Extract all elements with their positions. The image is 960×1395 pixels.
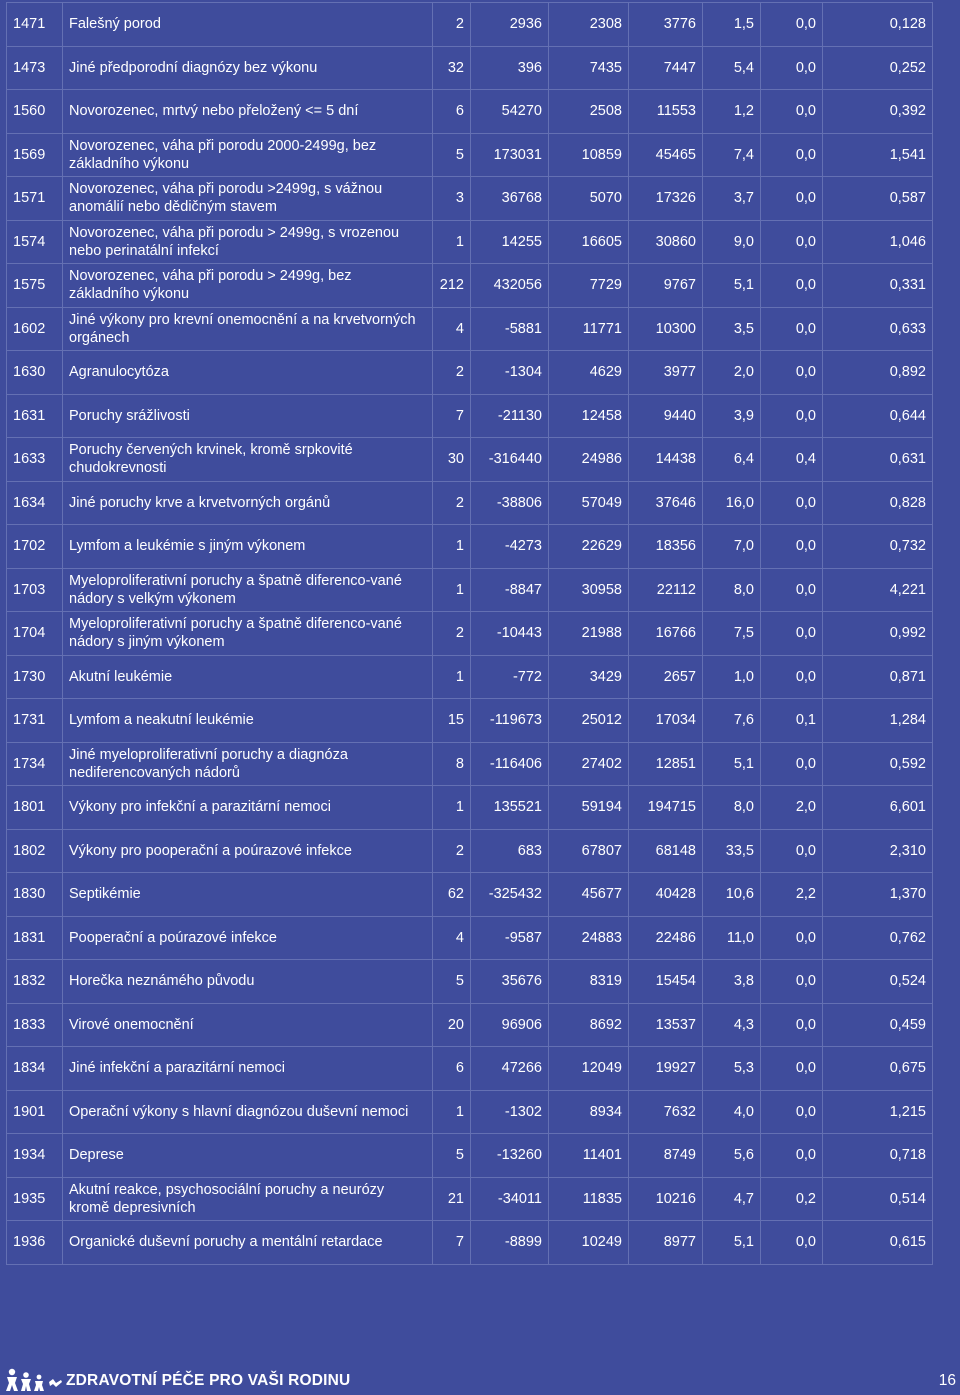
value-v6: 0,0 <box>761 133 823 177</box>
value-v6: 0,0 <box>761 307 823 351</box>
drg-code: 1633 <box>7 438 63 482</box>
value-v3: 27402 <box>549 742 629 786</box>
drg-name: Výkony pro infekční a parazitární nemoci <box>63 786 433 830</box>
value-v5: 1,2 <box>703 90 761 134</box>
value-v1: 62 <box>433 873 471 917</box>
value-v5: 33,5 <box>703 829 761 873</box>
value-v2: 683 <box>471 829 549 873</box>
table-row <box>7 351 933 395</box>
value-v4: 13537 <box>629 1003 703 1047</box>
value-v7: 0,592 <box>823 742 933 786</box>
value-v6: 0,0 <box>761 655 823 699</box>
value-v6: 0,0 <box>761 742 823 786</box>
value-v7: 0,762 <box>823 916 933 960</box>
table-row <box>7 1090 933 1134</box>
value-v7: 4,221 <box>823 568 933 612</box>
value-v2: -1304 <box>471 351 549 395</box>
value-v1: 15 <box>433 699 471 743</box>
value-v1: 21 <box>433 1177 471 1221</box>
value-v7: 0,524 <box>823 960 933 1004</box>
value-v6: 0,0 <box>761 481 823 525</box>
value-v6: 0,0 <box>761 220 823 264</box>
value-v7: 0,633 <box>823 307 933 351</box>
value-v7: 0,392 <box>823 90 933 134</box>
drg-name: Septikémie <box>63 873 433 917</box>
value-v3: 5070 <box>549 177 629 221</box>
table-row <box>7 786 933 830</box>
value-v1: 1 <box>433 220 471 264</box>
drg-code: 1602 <box>7 307 63 351</box>
value-v3: 7729 <box>549 264 629 308</box>
table-row <box>7 829 933 873</box>
value-v1: 2 <box>433 481 471 525</box>
value-v5: 2,0 <box>703 351 761 395</box>
table-row <box>7 1134 933 1178</box>
value-v6: 0,0 <box>761 394 823 438</box>
value-v6: 0,0 <box>761 960 823 1004</box>
value-v2: -8847 <box>471 568 549 612</box>
value-v3: 10249 <box>549 1221 629 1265</box>
drg-code: 1569 <box>7 133 63 177</box>
value-v7: 0,587 <box>823 177 933 221</box>
value-v4: 7447 <box>629 46 703 90</box>
value-v3: 24883 <box>549 916 629 960</box>
value-v1: 3 <box>433 177 471 221</box>
value-v4: 19927 <box>629 1047 703 1091</box>
value-v3: 8692 <box>549 1003 629 1047</box>
value-v6: 0,0 <box>761 829 823 873</box>
value-v7: 1,046 <box>823 220 933 264</box>
value-v2: -325432 <box>471 873 549 917</box>
drg-name: Novorozenec, váha při porodu > 2499g, s vrozenou nebo perinatální infekcí <box>63 220 433 264</box>
value-v2: -1302 <box>471 1090 549 1134</box>
value-v6: 0,0 <box>761 3 823 47</box>
value-v3: 11401 <box>549 1134 629 1178</box>
value-v6: 0,0 <box>761 1090 823 1134</box>
value-v1: 7 <box>433 394 471 438</box>
value-v6: 0,0 <box>761 525 823 569</box>
value-v6: 0,0 <box>761 1003 823 1047</box>
value-v1: 8 <box>433 742 471 786</box>
value-v2: -8899 <box>471 1221 549 1265</box>
value-v1: 2 <box>433 829 471 873</box>
value-v7: 0,828 <box>823 481 933 525</box>
table-row <box>7 568 933 612</box>
value-v5: 7,4 <box>703 133 761 177</box>
value-v3: 59194 <box>549 786 629 830</box>
table-row <box>7 960 933 1004</box>
value-v7: 0,871 <box>823 655 933 699</box>
value-v6: 0,0 <box>761 46 823 90</box>
drg-name: Výkony pro pooperační a poúrazové infekce <box>63 829 433 873</box>
table-row <box>7 177 933 221</box>
value-v1: 1 <box>433 1090 471 1134</box>
value-v2: -34011 <box>471 1177 549 1221</box>
table-row <box>7 525 933 569</box>
drg-name: Organické duševní poruchy a mentální retardace <box>63 1221 433 1265</box>
value-v2: -316440 <box>471 438 549 482</box>
table-row <box>7 699 933 743</box>
drg-name: Novorozenec, váha při porodu > 2499g, bez základního výkonu <box>63 264 433 308</box>
value-v5: 3,5 <box>703 307 761 351</box>
value-v4: 40428 <box>629 873 703 917</box>
value-v4: 22486 <box>629 916 703 960</box>
drg-name: Myeloproliferativní poruchy a špatně diferenco-vané nádory s jiným výkonem <box>63 612 433 656</box>
value-v1: 5 <box>433 960 471 1004</box>
value-v4: 194715 <box>629 786 703 830</box>
drg-name: Novorozenec, mrtvý nebo přeložený <= 5 dní <box>63 90 433 134</box>
value-v4: 9440 <box>629 394 703 438</box>
value-v7: 0,252 <box>823 46 933 90</box>
value-v2: 173031 <box>471 133 549 177</box>
value-v4: 10216 <box>629 1177 703 1221</box>
value-v4: 2657 <box>629 655 703 699</box>
drg-name: Pooperační a poúrazové infekce <box>63 916 433 960</box>
value-v2: -38806 <box>471 481 549 525</box>
drg-name: Jiné předporodní diagnózy bez výkonu <box>63 46 433 90</box>
drg-code: 1473 <box>7 46 63 90</box>
value-v1: 2 <box>433 351 471 395</box>
value-v2: -116406 <box>471 742 549 786</box>
table-row <box>7 220 933 264</box>
value-v5: 1,0 <box>703 655 761 699</box>
value-v7: 0,631 <box>823 438 933 482</box>
value-v6: 0,0 <box>761 90 823 134</box>
value-v7: 0,128 <box>823 3 933 47</box>
table-row <box>7 3 933 47</box>
drg-code: 1702 <box>7 525 63 569</box>
drg-table <box>6 2 933 1265</box>
table-body <box>7 3 933 1265</box>
drg-code: 1833 <box>7 1003 63 1047</box>
value-v7: 1,215 <box>823 1090 933 1134</box>
value-v5: 4,3 <box>703 1003 761 1047</box>
table-row <box>7 307 933 351</box>
table-row <box>7 873 933 917</box>
drg-name: Agranulocytóza <box>63 351 433 395</box>
value-v6: 2,2 <box>761 873 823 917</box>
drg-name: Poruchy červených krvinek, kromě srpkovité chudokrevnosti <box>63 438 433 482</box>
drg-name: Novorozenec, váha při porodu >2499g, s vážnou anomálií nebo dědičným stavem <box>63 177 433 221</box>
value-v7: 0,675 <box>823 1047 933 1091</box>
value-v7: 0,615 <box>823 1221 933 1265</box>
value-v4: 22112 <box>629 568 703 612</box>
value-v4: 10300 <box>629 307 703 351</box>
value-v5: 1,5 <box>703 3 761 47</box>
drg-name: Falešný porod <box>63 3 433 47</box>
value-v5: 5,4 <box>703 46 761 90</box>
value-v5: 7,0 <box>703 525 761 569</box>
value-v7: 1,284 <box>823 699 933 743</box>
drg-name: Lymfom a neakutní leukémie <box>63 699 433 743</box>
value-v3: 45677 <box>549 873 629 917</box>
value-v3: 7435 <box>549 46 629 90</box>
value-v1: 1 <box>433 786 471 830</box>
value-v3: 8319 <box>549 960 629 1004</box>
value-v6: 0,0 <box>761 568 823 612</box>
table-row <box>7 916 933 960</box>
drg-code: 1936 <box>7 1221 63 1265</box>
table-row <box>7 612 933 656</box>
drg-name: Jiné myeloproliferativní poruchy a diagnóza nediferencovaných nádorů <box>63 742 433 786</box>
value-v6: 0,0 <box>761 1221 823 1265</box>
value-v7: 1,541 <box>823 133 933 177</box>
value-v4: 45465 <box>629 133 703 177</box>
value-v2: 47266 <box>471 1047 549 1091</box>
value-v1: 20 <box>433 1003 471 1047</box>
drg-code: 1730 <box>7 655 63 699</box>
value-v3: 67807 <box>549 829 629 873</box>
drg-name: Virové onemocnění <box>63 1003 433 1047</box>
value-v6: 0,0 <box>761 916 823 960</box>
value-v6: 0,0 <box>761 1134 823 1178</box>
value-v3: 11771 <box>549 307 629 351</box>
value-v7: 0,992 <box>823 612 933 656</box>
value-v4: 30860 <box>629 220 703 264</box>
value-v2: -10443 <box>471 612 549 656</box>
value-v1: 4 <box>433 307 471 351</box>
value-v5: 5,6 <box>703 1134 761 1178</box>
drg-code: 1571 <box>7 177 63 221</box>
value-v2: -13260 <box>471 1134 549 1178</box>
value-v2: -21130 <box>471 394 549 438</box>
value-v6: 0,2 <box>761 1177 823 1221</box>
drg-code: 1832 <box>7 960 63 1004</box>
table-row <box>7 90 933 134</box>
table-row <box>7 264 933 308</box>
value-v3: 8934 <box>549 1090 629 1134</box>
value-v6: 0,4 <box>761 438 823 482</box>
value-v7: 0,459 <box>823 1003 933 1047</box>
table-row <box>7 655 933 699</box>
value-v2: -772 <box>471 655 549 699</box>
drg-code: 1935 <box>7 1177 63 1221</box>
value-v7: 6,601 <box>823 786 933 830</box>
value-v5: 11,0 <box>703 916 761 960</box>
drg-code: 1574 <box>7 220 63 264</box>
value-v5: 5,1 <box>703 264 761 308</box>
value-v5: 3,9 <box>703 394 761 438</box>
drg-name: Jiné poruchy krve a krvetvorných orgánů <box>63 481 433 525</box>
drg-code: 1575 <box>7 264 63 308</box>
value-v7: 0,331 <box>823 264 933 308</box>
value-v6: 0,0 <box>761 612 823 656</box>
value-v4: 18356 <box>629 525 703 569</box>
value-v2: 2936 <box>471 3 549 47</box>
value-v4: 9767 <box>629 264 703 308</box>
value-v1: 5 <box>433 1134 471 1178</box>
value-v4: 16766 <box>629 612 703 656</box>
value-v5: 3,7 <box>703 177 761 221</box>
page-number: 16 <box>938 1372 956 1389</box>
value-v3: 10859 <box>549 133 629 177</box>
value-v3: 12458 <box>549 394 629 438</box>
value-v7: 2,310 <box>823 829 933 873</box>
value-v4: 68148 <box>629 829 703 873</box>
value-v5: 8,0 <box>703 786 761 830</box>
value-v1: 6 <box>433 1047 471 1091</box>
drg-code: 1934 <box>7 1134 63 1178</box>
table-row <box>7 1003 933 1047</box>
drg-code: 1901 <box>7 1090 63 1134</box>
table-row <box>7 1221 933 1265</box>
value-v6: 2,0 <box>761 786 823 830</box>
value-v2: 35676 <box>471 960 549 1004</box>
value-v7: 0,514 <box>823 1177 933 1221</box>
value-v6: 0,0 <box>761 1047 823 1091</box>
table-row <box>7 394 933 438</box>
drg-code: 1731 <box>7 699 63 743</box>
drg-code: 1830 <box>7 873 63 917</box>
value-v2: -119673 <box>471 699 549 743</box>
value-v1: 1 <box>433 655 471 699</box>
value-v4: 17034 <box>629 699 703 743</box>
value-v7: 0,732 <box>823 525 933 569</box>
drg-code: 1560 <box>7 90 63 134</box>
value-v2: -9587 <box>471 916 549 960</box>
value-v5: 9,0 <box>703 220 761 264</box>
drg-name: Novorozenec, váha při porodu 2000-2499g, bez základního výkonu <box>63 133 433 177</box>
value-v6: 0,0 <box>761 351 823 395</box>
drg-code: 1704 <box>7 612 63 656</box>
value-v4: 17326 <box>629 177 703 221</box>
drg-name: Horečka neznámého původu <box>63 960 433 1004</box>
table-row <box>7 438 933 482</box>
drg-name: Lymfom a leukémie s jiným výkonem <box>63 525 433 569</box>
value-v2: 396 <box>471 46 549 90</box>
value-v5: 4,7 <box>703 1177 761 1221</box>
drg-code: 1634 <box>7 481 63 525</box>
value-v3: 16605 <box>549 220 629 264</box>
value-v3: 4629 <box>549 351 629 395</box>
value-v5: 4,0 <box>703 1090 761 1134</box>
value-v5: 16,0 <box>703 481 761 525</box>
value-v2: 36768 <box>471 177 549 221</box>
value-v1: 6 <box>433 90 471 134</box>
value-v1: 2 <box>433 612 471 656</box>
value-v1: 1 <box>433 525 471 569</box>
value-v2: 135521 <box>471 786 549 830</box>
value-v3: 11835 <box>549 1177 629 1221</box>
value-v4: 8977 <box>629 1221 703 1265</box>
family-icon <box>6 1368 62 1392</box>
value-v1: 7 <box>433 1221 471 1265</box>
value-v5: 5,1 <box>703 1221 761 1265</box>
value-v4: 3977 <box>629 351 703 395</box>
value-v3: 25012 <box>549 699 629 743</box>
drg-code: 1471 <box>7 3 63 47</box>
drg-name: Akutní reakce, psychosociální poruchy a neurózy kromě depresivních <box>63 1177 433 1221</box>
value-v4: 8749 <box>629 1134 703 1178</box>
value-v2: -4273 <box>471 525 549 569</box>
value-v6: 0,0 <box>761 177 823 221</box>
drg-name: Jiné infekční a parazitární nemoci <box>63 1047 433 1091</box>
value-v1: 32 <box>433 46 471 90</box>
drg-code: 1703 <box>7 568 63 612</box>
value-v2: 96906 <box>471 1003 549 1047</box>
drg-name: Akutní leukémie <box>63 655 433 699</box>
drg-code: 1834 <box>7 1047 63 1091</box>
value-v5: 8,0 <box>703 568 761 612</box>
value-v6: 0,0 <box>761 264 823 308</box>
table-row <box>7 742 933 786</box>
value-v5: 5,1 <box>703 742 761 786</box>
value-v5: 5,3 <box>703 1047 761 1091</box>
value-v1: 1 <box>433 568 471 612</box>
table-row <box>7 481 933 525</box>
table-row <box>7 1047 933 1091</box>
value-v3: 3429 <box>549 655 629 699</box>
value-v5: 7,5 <box>703 612 761 656</box>
drg-code: 1734 <box>7 742 63 786</box>
value-v5: 10,6 <box>703 873 761 917</box>
value-v1: 2 <box>433 3 471 47</box>
drg-name: Jiné výkony pro krevní onemocnění a na krvetvorných orgánech <box>63 307 433 351</box>
drg-code: 1802 <box>7 829 63 873</box>
value-v3: 21988 <box>549 612 629 656</box>
value-v4: 11553 <box>629 90 703 134</box>
value-v7: 0,718 <box>823 1134 933 1178</box>
value-v3: 22629 <box>549 525 629 569</box>
drg-code: 1831 <box>7 916 63 960</box>
value-v7: 0,644 <box>823 394 933 438</box>
value-v1: 212 <box>433 264 471 308</box>
value-v5: 3,8 <box>703 960 761 1004</box>
drg-code: 1630 <box>7 351 63 395</box>
value-v2: 14255 <box>471 220 549 264</box>
value-v4: 37646 <box>629 481 703 525</box>
value-v3: 24986 <box>549 438 629 482</box>
value-v1: 4 <box>433 916 471 960</box>
drg-name: Poruchy srážlivosti <box>63 394 433 438</box>
value-v3: 30958 <box>549 568 629 612</box>
value-v4: 12851 <box>629 742 703 786</box>
value-v3: 2308 <box>549 3 629 47</box>
drg-code: 1631 <box>7 394 63 438</box>
value-v4: 14438 <box>629 438 703 482</box>
value-v1: 5 <box>433 133 471 177</box>
drg-name: Deprese <box>63 1134 433 1178</box>
value-v4: 7632 <box>629 1090 703 1134</box>
value-v3: 12049 <box>549 1047 629 1091</box>
value-v7: 0,892 <box>823 351 933 395</box>
table-row <box>7 1177 933 1221</box>
value-v7: 1,370 <box>823 873 933 917</box>
drg-name: Myeloproliferativní poruchy a špatně diferenco-vané nádory s velkým výkonem <box>63 568 433 612</box>
value-v3: 57049 <box>549 481 629 525</box>
value-v3: 2508 <box>549 90 629 134</box>
value-v5: 7,6 <box>703 699 761 743</box>
value-v2: 432056 <box>471 264 549 308</box>
footer-brand: ZDRAVOTNÍ PÉČE PRO VAŠI RODINU <box>66 1372 351 1389</box>
value-v2: -5881 <box>471 307 549 351</box>
table-row <box>7 46 933 90</box>
table-row <box>7 133 933 177</box>
value-v4: 15454 <box>629 960 703 1004</box>
value-v4: 3776 <box>629 3 703 47</box>
value-v5: 6,4 <box>703 438 761 482</box>
value-v6: 0,1 <box>761 699 823 743</box>
drg-name: Operační výkony s hlavní diagnózou duševní nemoci <box>63 1090 433 1134</box>
value-v1: 30 <box>433 438 471 482</box>
drg-code: 1801 <box>7 786 63 830</box>
page-footer <box>6 1364 956 1394</box>
value-v2: 54270 <box>471 90 549 134</box>
